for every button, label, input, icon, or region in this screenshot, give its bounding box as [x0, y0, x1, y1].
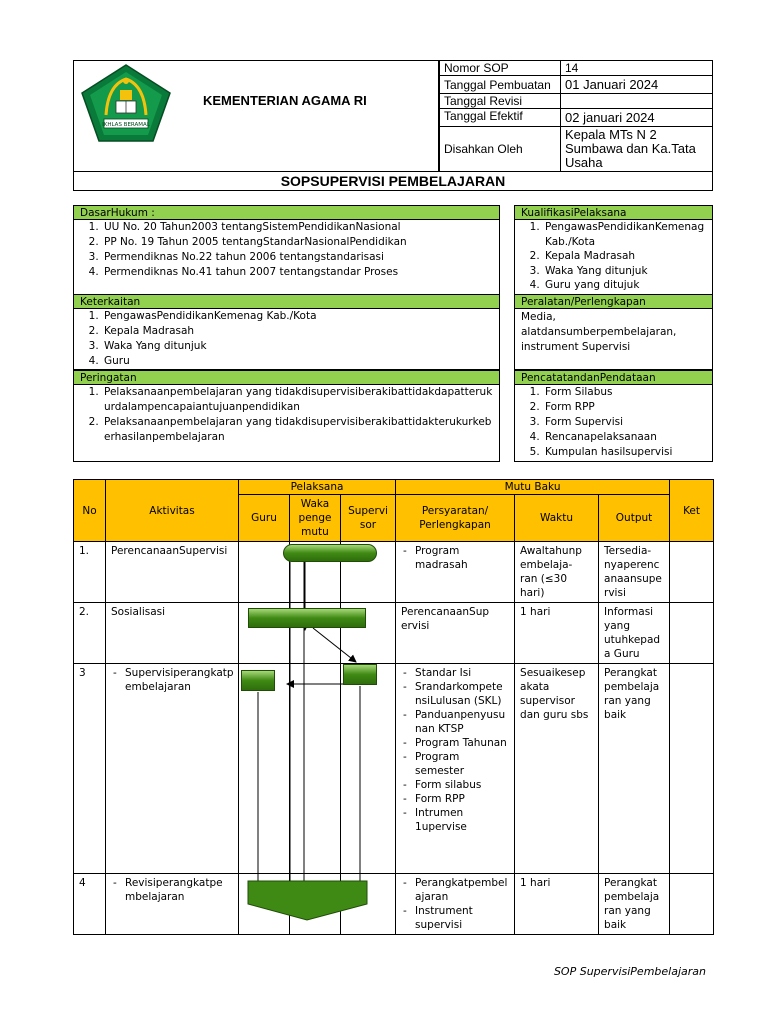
list-item: 4. Permendiknas No.41 tahun 2007 tentangstandar Proses [102, 265, 499, 280]
flow-process-supervisor [343, 664, 377, 685]
page-title: SOPSUPERVISI PEMBELAJARAN [73, 171, 713, 191]
row-guru [239, 664, 290, 874]
dasar-hukum-section [73, 205, 500, 295]
list-item: 2. Pelaksanaanpembelajaran yang tidakdisupervisiberakibattidakterukurkeberhasilanpembelajaran [102, 415, 493, 445]
list-item: 3. Waka Yang ditunjuk [102, 339, 499, 354]
row-output: Perangkat pembelaja ran yang baik [599, 874, 670, 935]
dasar-hukum-list [74, 220, 499, 280]
row-persyaratan [396, 664, 515, 874]
list-item: - Standar Isi [415, 666, 509, 680]
list-item: - Instrument supervisi [415, 904, 509, 932]
row-waka [290, 874, 341, 935]
row-ket [670, 542, 714, 603]
list-item: 1. Pelaksanaanpembelajaran yang tidakdisupervisiberakibattidakdapatterukurdalampencapaiantujuanpendidikan [102, 385, 493, 415]
peralatan-section [514, 294, 713, 370]
row-supervisor [341, 664, 396, 874]
row-persyaratan [396, 874, 515, 935]
list-item: - Form silabus [415, 778, 509, 792]
peringatan-list [74, 385, 499, 445]
list-item: 3. Waka Yang ditunjuk [543, 264, 712, 279]
procedure-table [73, 479, 714, 935]
row-no: 1. [74, 542, 106, 603]
list-item: 2. Kepala Madrasah [102, 324, 499, 339]
col-pelaksana: Pelaksana [239, 480, 396, 495]
row-guru [239, 542, 290, 603]
col-no: No [74, 480, 106, 542]
list-item: - Intrumen 1upervise [415, 806, 509, 834]
row-output: Tersedia-nyaperenc anaansupe rvisi [599, 542, 670, 603]
list-item: - Revisiperangkatpe mbelajaran [125, 876, 233, 904]
footer-label: SOP SupervisiPembelajaran [553, 965, 706, 978]
section-heading: Keterkaitan [74, 295, 499, 309]
row-waka [290, 664, 341, 874]
meta-label: Tanggal Efektif [440, 109, 561, 127]
list-item: 3. Form Supervisi [543, 415, 712, 430]
row-supervisor [341, 874, 396, 935]
keterkaitan-list [74, 309, 499, 369]
persyaratan-list [401, 876, 509, 932]
row-waktu: 1 hari [515, 603, 599, 664]
flow-process-sosialisasi [248, 608, 366, 628]
col-mutu-baku: Mutu Baku [396, 480, 670, 495]
svg-text:IKHLAS BERAMAL: IKHLAS BERAMAL [102, 122, 150, 128]
list-item: 1. PengawasPendidikanKemenag Kab./Kota [543, 220, 712, 249]
meta-value [561, 94, 713, 109]
section-heading: DasarHukum : [74, 206, 499, 220]
list-item: - Perangkatpembel ajaran [415, 876, 509, 904]
row-no: 3 [74, 664, 106, 874]
pencatatan-section [514, 370, 713, 462]
row-output: Informasi yang utuhkepad a Guru [599, 603, 670, 664]
aktivitas-list [111, 876, 233, 904]
col-persyaratan: Persyaratan/ Perlengkapan [396, 495, 515, 542]
section-heading: PencatatandanPendataan [515, 371, 712, 385]
meta-label: Tanggal Revisi [440, 94, 561, 109]
col-aktivitas: Aktivitas [106, 480, 239, 542]
persyaratan-list [401, 544, 509, 572]
persyaratan-list [401, 666, 509, 834]
list-item: 2. Kepala Madrasah [543, 249, 712, 264]
list-item: 4. Rencanapelaksanaan [543, 430, 712, 445]
list-item: 1. UU No. 20 Tahun2003 tentangSistemPendidikanNasional [102, 220, 499, 235]
list-item: 4. Guru yang ditujuk [543, 278, 712, 293]
list-item: 3. Permendiknas No.22 tahun 2006 tentangstandarisasi [102, 250, 499, 265]
meta-value: 01 Januari 2024 [561, 76, 713, 94]
meta-label: Disahkan Oleh [440, 127, 561, 172]
row-no: 2. [74, 603, 106, 664]
peralatan-text: Media, alatdansumberpembelajaran, instrument Supervisi [521, 311, 677, 353]
list-item: 2. PP No. 19 Tahun 2005 tentangStandarNasionalPendidikan [102, 235, 499, 250]
col-guru: Guru [239, 495, 290, 542]
list-item: - Supervisiperangkatp embelajaran [125, 666, 233, 694]
row-aktivitas: PerencanaanSupervisi [106, 542, 239, 603]
row-waktu: 1 hari [515, 874, 599, 935]
col-ket: Ket [670, 480, 714, 542]
row-guru [239, 874, 290, 935]
table-row [74, 542, 714, 603]
row-waktu: Sesuaikesep akata supervisor dan guru sbs [515, 664, 599, 874]
kemenag-logo-icon [78, 63, 174, 143]
meta-label: Tanggal Pembuatan [440, 76, 561, 94]
col-waktu: Waktu [515, 495, 599, 542]
list-item: 4. Guru [102, 354, 499, 369]
row-no: 4 [74, 874, 106, 935]
aktivitas-list [111, 666, 233, 694]
section-heading: KualifikasiPelaksana [515, 206, 712, 220]
row-aktivitas [106, 874, 239, 935]
section-heading: Peringatan [74, 371, 499, 385]
list-item: 1. Form Silabus [543, 385, 712, 400]
peringatan-section [73, 370, 500, 462]
row-waktu: Awaltahunp embelaja- ran (≤30 hari) [515, 542, 599, 603]
table-row [74, 874, 714, 935]
list-item: 2. Form RPP [543, 400, 712, 415]
meta-value: 02 januari 2024 [561, 109, 713, 127]
list-item: - Form RPP [415, 792, 509, 806]
table-row [74, 664, 714, 874]
list-item: 5. Kumpulan hasilsupervisi [543, 445, 712, 460]
row-persyaratan: PerencanaanSup ervisi [396, 603, 515, 664]
flow-process-guru [241, 670, 275, 691]
kualifikasi-section [514, 205, 713, 295]
row-output: Perangkat pembelaja ran yang baik [599, 664, 670, 874]
list-item: - Program Tahunan [415, 736, 509, 750]
list-item: - Program madrasah [415, 544, 509, 572]
row-aktivitas: Sosialisasi [106, 603, 239, 664]
col-output: Output [599, 495, 670, 542]
keterkaitan-section [73, 294, 500, 370]
col-waka: Waka penge mutu [290, 495, 341, 542]
list-item: 1. PengawasPendidikanKemenag Kab./Kota [102, 309, 499, 324]
table-row [74, 603, 714, 664]
row-ket [670, 874, 714, 935]
sop-meta-table [439, 60, 713, 172]
col-supervisor: Supervi sor [341, 495, 396, 542]
kualifikasi-list [515, 220, 712, 293]
list-item: - Panduanpenyusu nan KTSP [415, 708, 509, 736]
meta-label: Nomor SOP [440, 61, 561, 76]
row-ket [670, 664, 714, 874]
row-aktivitas [106, 664, 239, 874]
list-item: - Srandarkompete nsiLulusan (SKL) [415, 680, 509, 708]
row-persyaratan [396, 542, 515, 603]
ministry-name: KEMENTERIAN AGAMA RI [203, 93, 367, 108]
list-item: - Program semester [415, 750, 509, 778]
section-heading: Peralatan/Perlengkapan [515, 295, 712, 309]
meta-value: Kepala MTs N 2 Sumbawa dan Ka.Tata Usaha [561, 127, 713, 172]
meta-value: 14 [561, 61, 713, 76]
flow-terminator-start [283, 544, 377, 562]
row-ket [670, 603, 714, 664]
pencatatan-list [515, 385, 712, 460]
